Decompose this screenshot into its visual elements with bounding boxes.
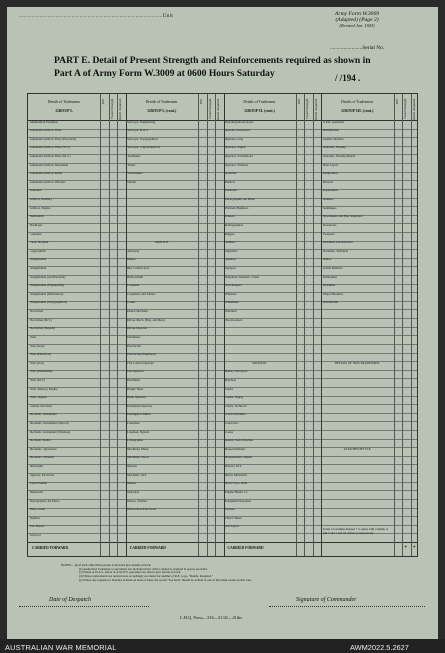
- table-cell: Farriers: [225, 508, 235, 512]
- sub-column-header: Reinft. Required.: [313, 98, 318, 121]
- table-cell: Woodworkers: [225, 318, 243, 322]
- sub-column-header: W.E.: [199, 98, 203, 105]
- table-cell: Battery Surveyors: [225, 370, 248, 374]
- table-cell: Drivers, M.T.: [225, 465, 242, 469]
- column-divider: [100, 94, 101, 556]
- table-cell: Mechanic, Instrument (Optical): [29, 422, 69, 426]
- sub-column-header: W.E.: [101, 98, 106, 105]
- table-cell: Equipment Repairers: [225, 499, 252, 503]
- title-line-1: PART E. Detail of Present Strength and Reinforcements required as shown in: [54, 55, 371, 66]
- column-divider: [411, 94, 412, 556]
- table-cell: Rangetakers: [322, 172, 339, 176]
- table-cell: Mechanic, M.T.: [127, 473, 147, 477]
- table-cell: Bakers: [127, 258, 136, 262]
- carried-forward-label: CARRIED FORWARD: [129, 546, 166, 550]
- table-cell: Draughtsman (Mechanical): [29, 292, 64, 296]
- title-date: / /194 .: [335, 73, 361, 83]
- table-cell: Coach Trimmers: [225, 413, 246, 417]
- table-cell: Telephone Linemen, Clerks: [225, 275, 260, 279]
- table-cell: Carpenters and Joiners: [127, 292, 156, 296]
- table-cell: Storeman, Technical: [322, 249, 349, 253]
- table-cell: Despatch Riders: [225, 447, 246, 451]
- table-cell: Dental Mechanic: [127, 310, 149, 314]
- table-cell: Instrument Operator: [127, 404, 153, 408]
- table-cell: Driver Mechanics: [225, 473, 248, 477]
- table-cell: Draughtsmen, Signals: [225, 456, 253, 460]
- group-header-label: Details of Tradesmen.: [145, 100, 179, 104]
- column-divider: [313, 94, 314, 556]
- table-cell: Concreters: [225, 422, 239, 426]
- table-cell: Carpenter: [127, 284, 140, 288]
- unit-line: ..........................................................................................Unit: [19, 13, 174, 19]
- table-cell: Orderlies, Nursing: [322, 146, 346, 150]
- sub-column-header: Reinft. Required.: [411, 98, 416, 121]
- table-cell: Draughtsman: [29, 267, 47, 270]
- table-cell: Armament Artificer Wireless: [29, 180, 66, 184]
- table-cell: Butchers: [225, 378, 236, 382]
- table-cell: Ammunition Examiner: [29, 120, 59, 124]
- group-header-title: GROUP III. (cont.): [341, 108, 374, 113]
- table-cell: Hammermen: [322, 129, 339, 133]
- sub-column-header: W.E.: [394, 98, 399, 105]
- table-cell: Armament Artificer Fitter (M. I.): [29, 155, 71, 159]
- sub-column-header: Reinft. Required.: [118, 98, 123, 121]
- group-header-title: GROUP I. (cont.): [147, 108, 177, 113]
- table-cell: Painters: [225, 180, 235, 184]
- table-cell: Ropemakers: [322, 189, 339, 193]
- table-cell: Radiographers: [225, 223, 244, 227]
- note-line: (b) Authorised tradesmen or specialists not included in list will be added as required in spaces provided.: [79, 566, 208, 571]
- table-cell: GROUP II.: [154, 241, 169, 245]
- table-cell: Armament Artificer Instrument: [29, 163, 69, 167]
- table-cell: Operator, Switchboard: [225, 155, 254, 159]
- carried-forward-label: CARRIED FORWARD: [227, 546, 264, 550]
- table-cell: Photo-writer: [29, 508, 46, 512]
- group-header: [322, 100, 392, 113]
- sub-column-header: Reinft. Required.: [216, 98, 220, 121]
- sub-column-header: Posted Strength.: [109, 98, 114, 119]
- table-cell: Operator, Excavator: [29, 473, 55, 477]
- table-cell: Plate Layers: [322, 163, 339, 167]
- totals-note: Totals of columns marked * to agree with columns 4 and 7 and 1 and 10 of Part A respectively.: [322, 528, 388, 535]
- table-cell: DETAILS OF NON-TRADESMEN.: [334, 361, 381, 365]
- table-cell: Driver-Operator: [127, 327, 148, 331]
- table-cell: Fitter: [29, 335, 37, 339]
- table-cell: Plumber: [29, 516, 40, 520]
- sub-column-header: Posted Strength.: [207, 98, 212, 119]
- table-cell: Helio Operator: [127, 396, 146, 400]
- table-cell: GROUP III.: [252, 361, 268, 365]
- table-cell: Riggers: [225, 232, 235, 236]
- table-cell: G.P.O. Assistants: [322, 120, 345, 124]
- column-divider: [394, 94, 395, 556]
- group-header-label: Details of Tradesmen.: [243, 100, 276, 104]
- table-cell: Armament Artificer Fitter (W. I.): [29, 146, 71, 150]
- table-cell: Photographer, Air Photo: [225, 198, 256, 202]
- table-cell: Bricklayer: [29, 223, 43, 227]
- table-cell: Height Taker: [127, 387, 144, 391]
- table-cell: Electrician (Engineers): [127, 353, 156, 357]
- table-cell: Electrician: [127, 344, 141, 348]
- table-cell: Tinsmiths and Rouchers: [322, 241, 353, 245]
- table-cell: Draughtsman (Topographical): [29, 301, 67, 305]
- title-line-2: Part A of Army Form W.3009 at 0600 Hours Saturday: [54, 67, 275, 79]
- table-cell: Surveyor, R.A.S.: [127, 129, 149, 133]
- table-cell: Miners: [127, 482, 137, 486]
- table-cell: Orderlies: [225, 172, 237, 176]
- date-of-despatch-label: Date of Despatch: [49, 597, 91, 603]
- table-cell: Artificer, Engine: [29, 206, 51, 210]
- table-cell: Clerks, Technical: [225, 404, 247, 408]
- table-cell: Gas Operator: [127, 370, 144, 374]
- table-cell: Printers: [225, 215, 235, 219]
- table-cell: Intelligence Duties: [127, 413, 151, 417]
- table-cell: Operator, Keyboard: [225, 129, 250, 133]
- table-cell: Photographer, Air Photo: [29, 499, 60, 503]
- table-cell: Electrician: [29, 310, 43, 314]
- table-cell: Operator, Wireless: [225, 163, 249, 167]
- table-cell: Nurses, Trained: [127, 499, 147, 503]
- table-cell: Lithographer: [127, 439, 144, 443]
- table-cell: Electrician (Signals): [29, 327, 55, 331]
- form-sheet: [7, 7, 438, 639]
- table-cell: Armament Artificer Radio: [29, 172, 63, 176]
- column-divider: [207, 94, 208, 556]
- column-divider: [198, 94, 199, 556]
- form-title: [54, 55, 371, 80]
- table-cell: Hatchman: [127, 378, 140, 382]
- table-cell: Millwright: [29, 465, 43, 469]
- watermark-left: AUSTRALIAN WAR MEMORIAL: [5, 643, 117, 652]
- table-cell: Mechanic, Instrument: [29, 413, 57, 417]
- table-cell: Mechanic, Wireless: [29, 456, 54, 460]
- table-cell: Tailors: [322, 258, 332, 262]
- table-cell: Armament Artificer Fitter (Electrical): [29, 137, 77, 141]
- table-cell: Operator, Signal: [225, 146, 246, 150]
- table-cell: Electrician (M.T.): [29, 318, 52, 322]
- table-cell: Draughtsman (Engineering): [29, 284, 65, 288]
- column-divider: [304, 94, 305, 556]
- table-cell: Cooks: [127, 301, 136, 305]
- table-cell: Tinsmiths: [322, 284, 336, 288]
- table-cell: Saw Doctor: [29, 525, 45, 529]
- table-cell: Watchmaker: [127, 172, 143, 176]
- table-cell: Orderlies, Nursing Mental: [322, 155, 356, 159]
- note-line: (e) Where any required or matches is made on back of form, the words "See back" should be written in one of the blank rooms on that case.: [79, 577, 252, 582]
- group-header-title: GROUP I.: [55, 108, 73, 113]
- column-divider: [296, 94, 297, 556]
- column-divider: [402, 94, 403, 556]
- sub-column-header: Posted Strength.: [305, 98, 310, 119]
- table-cell: Grinder, Precision: [29, 404, 53, 408]
- table-cell: Toolmaker: [127, 155, 141, 159]
- table-cell: Machinist, Metal: [127, 447, 149, 451]
- table-cell: Linesman: [127, 422, 140, 426]
- signature-label: Signature of Commander: [296, 597, 357, 603]
- carried-forward-label: CARRIED FORWARD: [32, 546, 69, 550]
- sub-column-header: Posted Strength.: [403, 98, 407, 119]
- table-cell: Wall Rangers: [225, 284, 242, 288]
- table-cell: Artificer, Artillery: [29, 198, 53, 202]
- table-cell: Wheelmen: [225, 301, 239, 305]
- group-header: [127, 100, 197, 113]
- table-cell: Mechanic, Typewriter: [29, 447, 57, 451]
- note-line: (d) Where replacement not desired note accordingly as returns for number of R.E. to go, "Reinfs. Required.": [79, 574, 214, 579]
- table-cell: Fitter (Gun): [29, 344, 45, 348]
- column-divider: [109, 94, 110, 556]
- table-cell: Wiremen: [225, 310, 237, 314]
- table-cell: Stevedores: [322, 223, 337, 227]
- form-id-line: (Adapted) (Page 2): [335, 17, 379, 24]
- table-cell: Moulders: [127, 490, 140, 494]
- table-cell: Whitesmiths: [322, 301, 339, 305]
- table-cell: Engine Hands, I.C.: [225, 490, 249, 494]
- form-id-line: Army Form W.3009: [335, 11, 380, 17]
- note-line: (c) Where A.W.A.S. and/or A.A.M.W.S. personnel are shown give details on back.: [79, 570, 182, 575]
- table-cell: Sweepers: [322, 232, 335, 236]
- form-identifier: [335, 11, 379, 30]
- notes-block: [61, 564, 252, 583]
- table-cell: Wheelers: [225, 292, 237, 296]
- table-cell: Coppersmith: [29, 249, 46, 253]
- table-cell: Carpenter: [29, 232, 42, 236]
- strength-table: [27, 93, 418, 557]
- table-cell: Draughtsman: [29, 258, 47, 262]
- table-cell: ATTACHED BY W.E.: [343, 447, 372, 451]
- table-cell: Sprayers: [225, 267, 236, 270]
- table-cell: Surveyor: [29, 533, 41, 537]
- watermark-right: AWM2022.5.2627: [350, 643, 409, 652]
- table-cell: Fitter, Signals: [29, 396, 47, 400]
- form-id-line: (Revised Jan. 1943): [339, 23, 375, 29]
- table-cell: Surveyor, Topographical: [127, 137, 158, 141]
- table-cell: Lineman, Signals: [127, 430, 149, 434]
- table-cell: Machinist, Wood: [127, 456, 149, 460]
- serial-number-line: ........................Serial No.: [330, 45, 385, 51]
- table-cell: Fitter (Instrument): [29, 370, 53, 374]
- table-cell: Timbermen: [322, 275, 338, 279]
- table-cell: Dental Clerk Orderlies: [225, 439, 254, 443]
- table-cell: Signallers: [225, 249, 238, 253]
- group-header-title: GROUP II. (cont.): [244, 108, 275, 113]
- group-header-label: Details of Tradesmen.: [341, 100, 374, 104]
- table-cell: Saddlers: [225, 241, 236, 245]
- table-cell: Bkr. Comd's Asst.: [127, 267, 150, 270]
- table-cell: Operating Room Assts.: [225, 120, 254, 124]
- signature-line: [269, 606, 425, 607]
- table-cell: Fitters' Mates: [225, 516, 242, 520]
- table-cell: Welder: [127, 180, 137, 184]
- group-header-label: Details of Tradesmen.: [47, 100, 81, 104]
- table-cell: Gas Layers: [225, 525, 240, 529]
- printer-imprint: L.H.Q. Press—316—31/41—41ths.: [180, 615, 244, 620]
- table-cell: Textile Refitters: [322, 267, 343, 270]
- group-header: [225, 100, 295, 113]
- table-cell: Operator, Line: [225, 137, 244, 141]
- table-cell: Fire Control Operator: [127, 361, 155, 365]
- table-cell: Driver Tpts. Plant: [225, 482, 248, 486]
- totals-mark: *: [413, 546, 416, 551]
- table-cell: Wagon Breakers: [322, 292, 344, 296]
- table-cell: Pattern Maker: [29, 482, 48, 486]
- group-header: [29, 100, 99, 113]
- table-cell: Armament Artificer Fitter: [29, 129, 62, 133]
- table-cell: Masons: [127, 465, 137, 469]
- despatch-line: [19, 606, 149, 607]
- table-cell: Pharmacist: [29, 490, 44, 494]
- table-cell: Leather Stitchers: [322, 137, 344, 141]
- table-cell: Platform Plumbers: [225, 206, 249, 210]
- table-cell: Clerks, Supply: [225, 396, 244, 400]
- table-cell: Cooks: [225, 430, 233, 434]
- table-cell: Pontonier: [225, 189, 238, 193]
- table-cell: Surveyor, Engineering: [127, 120, 156, 124]
- table-cell: Clerks: [225, 387, 234, 391]
- table-cell: Fitter (Gas): [29, 361, 44, 365]
- table-cell: Armourer: [29, 189, 42, 193]
- table-cell: Bellowsmith: [127, 275, 144, 279]
- sub-column-header: W.E.: [296, 98, 301, 105]
- table-cell: Mechanic, Radio: [29, 439, 51, 443]
- table-cell: Fitter, Railway Engine: [29, 387, 58, 391]
- table-cell: Sailmakers: [322, 206, 337, 210]
- table-cell: Fitter (Electrical): [29, 353, 51, 357]
- table-cell: Armourer: [127, 249, 140, 253]
- table-cell: Clerk, Hospital: [29, 241, 49, 245]
- table-cell: Surveyor, Trigonometrical: [127, 146, 160, 150]
- column-divider: [117, 94, 118, 556]
- table-cell: Shoemakers and Boot Repairers: [322, 215, 363, 219]
- table-cell: Draughtsman (Architectural): [29, 275, 66, 279]
- totals-mark: *: [404, 546, 407, 551]
- table-cell: Driver-Mech. (Eng. and Med.): [127, 318, 166, 322]
- table-cell: Fitter (M.T.): [29, 378, 45, 382]
- table-cell: Saddlers: [322, 198, 334, 202]
- table-cell: Turner: [127, 163, 136, 167]
- table-cell: Spinners: [225, 258, 236, 262]
- column-divider: [215, 94, 216, 556]
- table-cell: Drummers: [127, 335, 141, 339]
- table-cell: Riveters: [322, 180, 334, 184]
- table-cell: Blacksmith: [29, 215, 44, 219]
- note-line: NOTES.—(a) If such other than persons is incurred give details on back.: [61, 563, 152, 567]
- table-cell: Mechanic, Instrument (Wireless): [29, 430, 71, 434]
- table-cell: Observation Post Assts.: [127, 508, 157, 512]
